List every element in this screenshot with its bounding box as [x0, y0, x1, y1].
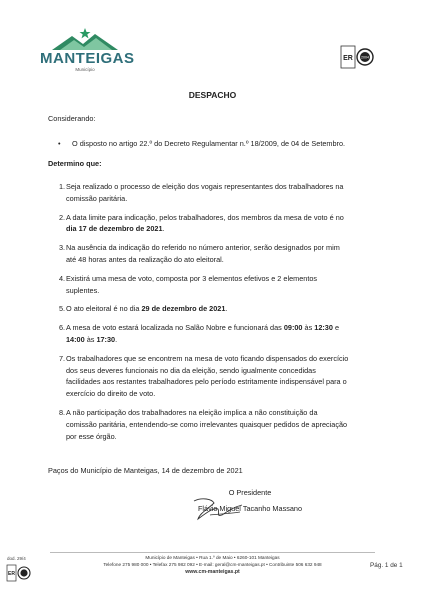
signature-block [150, 487, 350, 515]
document-title: DESPACHO [188, 90, 237, 100]
list-item: 6. A mesa de voto estará localizada no Salão Nobre e funcionará das 09:00 às 12:30 e 14:00 às 17:30. [59, 323, 340, 344]
mountain-star-icon [50, 26, 120, 50]
list-item: 8. A não participação dos trabalhadores na eleição implica a não constituição da comissão paritária, entendendo-se como irrelevantes quaisquer pedidos de apreciação por esse órgão. [59, 407, 348, 441]
page-number: Pág. 1 de 1 [370, 562, 403, 569]
cert-code: 2004 [361, 55, 369, 60]
signature-name: Flávio Miguel Tacanho Massano [197, 503, 303, 513]
bullet-dot: • [58, 139, 61, 148]
signature-role: O Presidente [228, 488, 272, 497]
determination-list [48, 181, 376, 442]
footer-certification-seal [6, 563, 32, 585]
list-item: 1. Seja realizado o processo de eleição dos vogais representantes dos trabalhadores na comissão paritária. [59, 182, 344, 203]
footer-address: Município de Manteigas • Rua 1.º de Maio • 6260-101 Manteigas [145, 555, 280, 560]
footer-divider [50, 552, 375, 553]
list-item: 2. A data limite para indicação, pelos trabalhadores, dos membros da mesa de voto é no dia 17 de dezembro de 2021. [59, 212, 344, 234]
svg-text:ER: ER [8, 571, 15, 577]
logo-wordmark: MANTEIGAS [40, 50, 135, 67]
bullet-text: O disposto no artigo 22.º do Decreto Regulamentar n.º 18/2009, de 04 de Setembro. [72, 139, 346, 148]
cert-label: ER [343, 55, 353, 62]
municipality-logo [40, 26, 135, 86]
determino-label: Determino que: [48, 159, 102, 168]
handwritten-signature [188, 495, 248, 523]
logo-subtitle: Município [75, 67, 95, 72]
list-item: 5. O ato eleitoral é no dia 29 de dezembro de 2021. [59, 304, 228, 314]
list-item: 3. Na ausência da indicação do referido no número anterior, serão designados por mim até 48 horas antes da realização do ato eleitoral. [59, 243, 340, 264]
place-date: Paços do Município de Manteigas, 14 de dezembro de 2021 [48, 466, 243, 475]
footer-website: www.cm-manteigas.pt [185, 568, 240, 575]
footer [60, 555, 365, 575]
considerando-label: Considerando: [48, 114, 96, 123]
list-item: 4. Existirá uma mesa de voto, composta por 3 elementos efetivos e 2 elementos suplentes. [59, 273, 318, 295]
list-item: 7. Os trabalhadores que se encontrem na mesa de voto ficando dispensados do exercício dos seus deveres funcionais no dia da eleição, sendo igualmente concedidas facilidades aos restantes trabalhadores pelo período estritamente indispensável para o exercício do direito de voto. [59, 353, 349, 399]
model-code: dod. 29/4 [7, 556, 26, 561]
certification-seal [340, 44, 374, 74]
footer-contacts: Telefone 275 980 000 • Telefax 275 982 092 • E-mail: geral@cm-manteigas.pt • Contribuinte 506 632 948 [103, 561, 322, 567]
